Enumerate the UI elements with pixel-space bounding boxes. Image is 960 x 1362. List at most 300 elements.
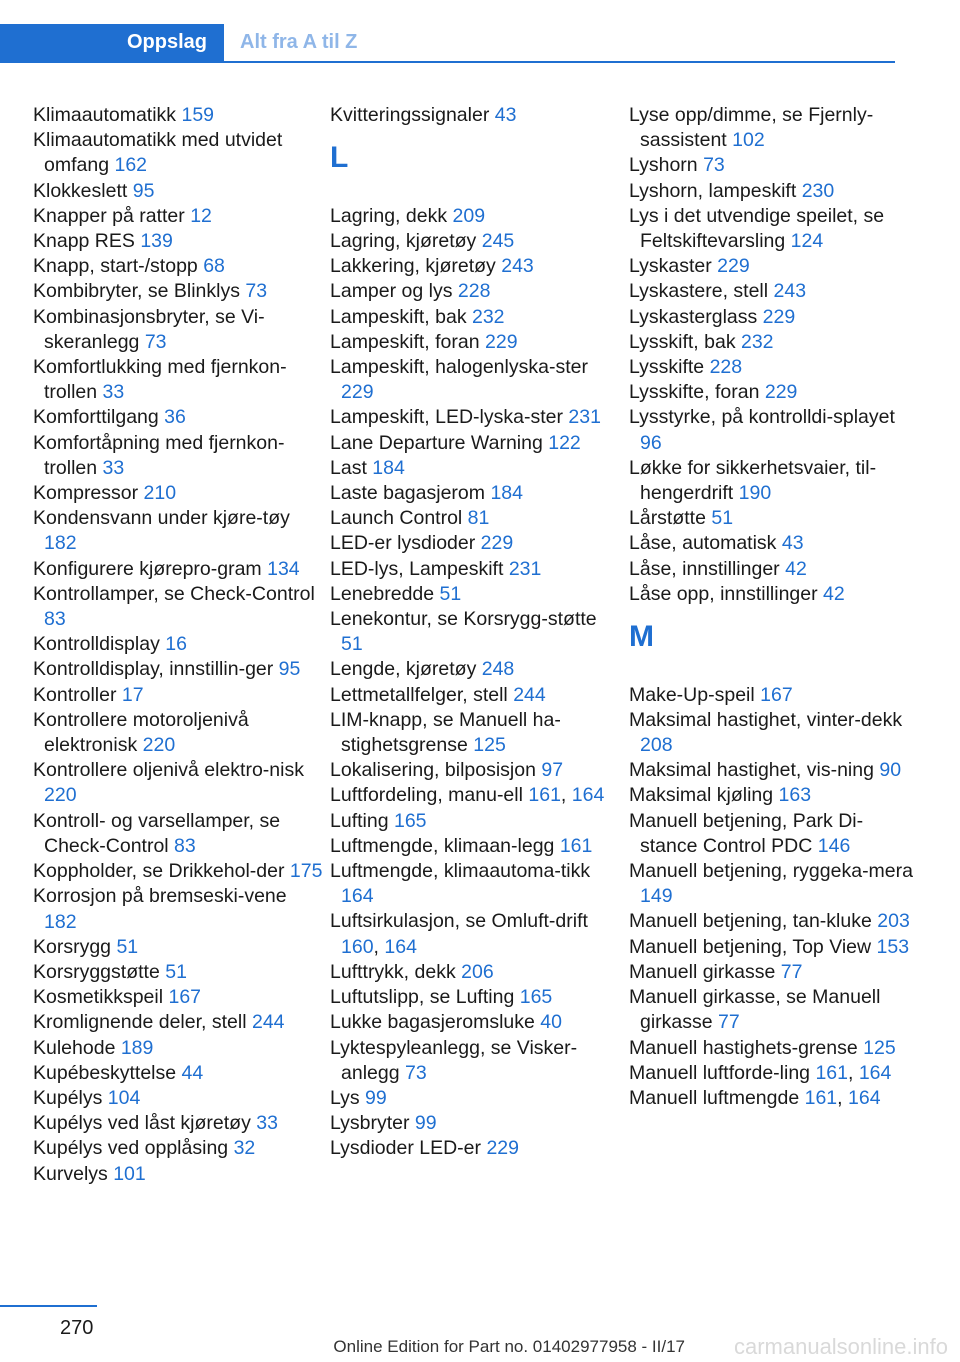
page-number: 270 [60, 1317, 94, 1339]
index-entry-text: Luftmengde, klimaan-legg [330, 834, 560, 857]
index-entry-text: Lufting [330, 809, 394, 832]
index-entry-text: Lyskasterglass [629, 305, 763, 328]
page-reference-link[interactable]: 175 [289, 860, 323, 883]
index-entry [629, 985, 919, 1035]
page-reference-link[interactable]: 51 [711, 507, 734, 530]
index-entry [33, 758, 323, 808]
index-entry [629, 809, 919, 859]
index-entry: Manuell luftmengde 161, 164 [629, 1086, 881, 1109]
index-entry-text: Laste bagasjerom [330, 482, 491, 505]
page-reference-link[interactable]: 206 [461, 960, 494, 983]
index-entry [33, 809, 323, 859]
page-reference-link[interactable]: 229 [485, 330, 518, 353]
index-entry [629, 1036, 919, 1061]
index-entry-text: Maksimal kjøling [629, 784, 779, 807]
index-entry [33, 1136, 323, 1161]
index-entry [629, 531, 919, 556]
page-reference-link[interactable]: 232 [471, 305, 505, 328]
page-reference-link[interactable]: 182 [44, 532, 77, 555]
index-entry-text: Lysskift, bak [629, 330, 741, 353]
index-entry [629, 305, 919, 330]
index-entry-text: Lysskifte, foran [629, 381, 765, 404]
page-reference-link[interactable]: 232 [740, 330, 774, 353]
index-entry-text: Løkke for sikkerhetsvaier, til-hengerdrift [629, 456, 877, 505]
page-reference-link[interactable]: 190 [738, 482, 772, 505]
index-entry [629, 279, 919, 304]
index-entry-text: Kontrollamper, se Check-Control [33, 582, 315, 605]
index-entry-text: Launch Control [330, 507, 468, 530]
index-entry-text: Lane Departure Warning [330, 431, 549, 454]
page-reference-link[interactable]: 220 [44, 784, 77, 807]
index-entry-text: Klimaautomatikk [33, 104, 182, 126]
page-reference-link[interactable]: 162 [114, 154, 148, 177]
index-entry-text: Lyskaster [629, 255, 718, 278]
index-entry [330, 405, 620, 430]
index-entry [330, 456, 620, 481]
index-entry [33, 481, 323, 506]
index-entry [33, 557, 323, 582]
index-entry-text: Korrosjon på bremseski-vene [33, 885, 287, 908]
index-entry-text: Lampeskift, halogenlyska-ster [330, 356, 588, 379]
page-reference-link[interactable]: 43 [494, 104, 517, 126]
page-reference-link[interactable]: 33 [102, 381, 125, 404]
index-entry [629, 935, 919, 960]
page-reference-link[interactable]: 243 [773, 280, 807, 303]
index-entry [33, 1036, 323, 1061]
page-reference-link[interactable]: 164 [571, 784, 605, 807]
index-entry [33, 708, 323, 758]
page-reference-link[interactable]: 231 [508, 557, 542, 580]
page-reference-link[interactable]: 90 [879, 759, 902, 782]
page-reference-link[interactable]: 164 [341, 885, 374, 908]
index-entry-text: Låse, innstillinger [629, 557, 786, 580]
index-entry [33, 128, 323, 178]
index-entry-text: Lampeskift, bak [330, 305, 472, 328]
page-reference-link[interactable]: 229 [764, 381, 798, 404]
index-entry-text: Låse opp, innstillinger [629, 582, 824, 605]
index-entry-text: Klokkeslett [33, 179, 133, 202]
index-entry [330, 204, 620, 229]
index-entry-text: Lyse opp/dimme, se Fjernly-sassistent [629, 104, 874, 152]
index-entry [629, 758, 919, 783]
index-entry-text: Komforttilgang [33, 406, 165, 429]
index-entry-text: Lufttrykk, dekk [330, 960, 462, 983]
page-reference-link[interactable]: 228 [709, 356, 743, 379]
index-column-2 [330, 103, 620, 1162]
index-entry-text: Lampeskift, foran [330, 330, 485, 353]
page-reference-link[interactable]: 42 [823, 582, 845, 605]
index-entry [33, 1111, 323, 1136]
index-entry [330, 1086, 620, 1111]
index-entry [33, 254, 323, 279]
page-reference-link[interactable]: 245 [481, 230, 515, 252]
page-reference-link[interactable]: 96 [640, 431, 662, 454]
index-entry [330, 1111, 620, 1136]
index-entry-text: Lettmetallfelger, stell [330, 683, 514, 706]
watermark: carmanualsonline.info [733, 1334, 948, 1359]
page-reference-link[interactable]: 124 [790, 230, 824, 253]
index-entry [33, 859, 323, 884]
footer-rule [0, 1305, 97, 1307]
page-reference-link[interactable]: 77 [718, 1011, 740, 1034]
index-entry [330, 758, 620, 783]
index-entry [330, 431, 620, 456]
page-reference-link[interactable]: 161 [804, 1086, 838, 1109]
index-entry [330, 683, 620, 708]
index-entry-text: Kvitteringssignaler [330, 104, 495, 126]
page-reference-link[interactable]: 16 [165, 633, 187, 656]
index-entry-text: LED-er lysdioder [330, 532, 481, 555]
index-entry [330, 254, 620, 279]
index-entry [629, 405, 919, 455]
index-entry [330, 657, 620, 682]
index-entry-text: Luftmengde, klimaautoma-tikk [330, 860, 591, 883]
index-entry-text: Kombibryter, se Blinklys [33, 280, 246, 303]
index-entry-text: Lokalisering, bilposisjon [330, 759, 542, 782]
page-reference-link[interactable]: 161 [815, 1061, 848, 1084]
index-entry [330, 229, 620, 254]
index-entry: Manuell luftforde-ling 161, 164 [629, 1061, 892, 1084]
index-entry [33, 103, 323, 128]
page-reference-link[interactable]: 159 [181, 104, 215, 126]
index-entry [629, 909, 919, 934]
page-reference-link[interactable]: 95 [278, 658, 301, 681]
index-entry-text: Låse, automatisk [629, 532, 782, 555]
index-entry [330, 834, 620, 859]
index-entry [33, 229, 323, 254]
page-reference-link[interactable]: 36 [164, 406, 186, 429]
index-entry-text: Kompressor [33, 482, 144, 505]
index-entry [33, 1061, 323, 1086]
index-entry-text: Kontrollere oljenivå elektro-nisk [33, 759, 304, 782]
page-reference-link[interactable]: 210 [143, 482, 177, 505]
index-entry [629, 355, 919, 380]
index-entry [330, 279, 620, 304]
page-reference-link[interactable]: 77 [780, 960, 803, 983]
index-entry-text: Kosmetikkspeil [33, 986, 169, 1009]
page-reference-link[interactable]: 68 [203, 255, 225, 278]
index-entry [33, 179, 323, 204]
page-reference-link[interactable]: 83 [174, 834, 196, 857]
index-entry [629, 557, 919, 582]
index-entry-text: Luftsirkulasjon, se Omluft-drift [330, 910, 588, 933]
index-entry [33, 279, 323, 304]
index-entry-text: Korsryggstøtte [33, 960, 166, 983]
index-entry [330, 355, 620, 405]
page-reference-link[interactable]: 42 [785, 557, 807, 580]
page-reference-link[interactable]: 125 [863, 1036, 896, 1059]
page-reference-link[interactable]: 73 [703, 154, 725, 177]
index-entry [33, 1162, 323, 1187]
index-entry [629, 456, 919, 506]
index-entry [629, 380, 919, 405]
index-entry-text: Komfortåpning med fjernkon-trollen [33, 431, 285, 479]
page-reference-link[interactable]: 230 [801, 179, 835, 202]
index-entry-text: Last [330, 456, 373, 479]
index-entry-text: Lyshorn [629, 154, 704, 177]
index-entry-text: Manuell betjening, Park Di-stance Control PDC [629, 809, 864, 857]
index-entry-text: Lyshorn, lampeskift [629, 179, 802, 202]
page-reference-link[interactable]: 165 [393, 809, 427, 832]
index-entry-text: Kupélys ved opplåsing [33, 1137, 234, 1160]
index-entry-text: Manuell luftmengde [629, 1086, 805, 1109]
index-entry [330, 481, 620, 506]
page-reference-link[interactable]: 229 [486, 1137, 519, 1160]
page-reference-link[interactable]: 182 [44, 910, 77, 933]
page-reference-link[interactable]: 43 [781, 532, 804, 555]
index-entry-text: Koppholder, se Drikkehol-der [33, 860, 290, 883]
page-reference-link[interactable]: 220 [142, 734, 176, 757]
page-reference-link[interactable]: 167 [760, 683, 793, 706]
index-entry-text: Kombinasjonsbryter, se Vi-skeranlegg [33, 305, 265, 353]
index-entry [330, 809, 620, 834]
index-entry [330, 985, 620, 1010]
index-entry-text: Manuell betjening, tan-kluke [629, 910, 878, 933]
index-entry [629, 708, 919, 758]
page-reference-link[interactable]: 83 [44, 608, 66, 631]
index-entry [330, 531, 620, 556]
index-entry-text: Komfortlukking med fjernkon-trollen [33, 356, 287, 404]
index-entry-text: Lenekontur, se Korsrygg-støtte [330, 608, 597, 631]
page-reference-link[interactable]: 134 [267, 557, 300, 580]
index-entry [33, 683, 323, 708]
page-reference-link[interactable]: 209 [452, 204, 486, 227]
page-reference-link[interactable]: 122 [548, 431, 581, 454]
index-entry-text: Kondensvann under kjøre-tøy [33, 507, 290, 530]
page-reference-link[interactable]: 244 [513, 683, 546, 706]
page-reference-link[interactable]: 99 [414, 1112, 437, 1135]
index-entry-text: Knapp RES [33, 230, 141, 253]
index-entry-text: Lagring, kjøretøy [330, 230, 482, 252]
page-reference-link[interactable]: 160 [341, 935, 374, 958]
index-entry [330, 305, 620, 330]
index-entry-text: Manuell luftforde-ling [629, 1061, 816, 1084]
page-reference-link[interactable]: 32 [233, 1137, 256, 1160]
page-reference-link[interactable]: 231 [568, 406, 601, 429]
tab-alt-fra-a-til-z[interactable]: Alt fra A til Z [240, 31, 358, 53]
page-reference-link[interactable]: 161 [528, 784, 561, 807]
page-reference-link[interactable]: 51 [165, 960, 187, 983]
edition-note: Online Edition for Part no. 01402977958 - II/17 [333, 1337, 685, 1356]
page-reference-link[interactable]: 189 [120, 1036, 154, 1059]
index-entry [629, 204, 919, 254]
index-entry: Luftsirkulasjon, se Omluft-drift 160, 164 [330, 910, 588, 958]
index-entry-text: Luftutslipp, se Lufting [330, 986, 520, 1009]
page-reference-link[interactable]: 229 [480, 532, 514, 555]
index-entry-text: Kupélys [33, 1086, 108, 1109]
index-entry-text: Manuell hastighets-grense [629, 1036, 864, 1059]
page-reference-link[interactable]: 33 [256, 1112, 278, 1135]
page-reference-link[interactable]: 229 [717, 255, 750, 278]
index-entry-text: Kontroll- og varsellamper, se Check-Control [33, 809, 281, 857]
index-entry-text: Lys i det utvendige speilet, se Feltskiftevarsling [629, 204, 885, 253]
page-reference-link[interactable]: 208 [640, 734, 673, 757]
index-entry [330, 103, 620, 128]
index-entry [33, 506, 323, 556]
index-entry [33, 405, 323, 430]
index-column-3 [629, 103, 919, 1111]
index-entry-text: Kontroller [33, 683, 122, 706]
index-entry [33, 204, 323, 229]
header-tabbar [0, 24, 895, 63]
index-entry [330, 1036, 620, 1086]
page-reference-link[interactable]: 164 [384, 935, 417, 958]
index-entry-text: Maksimal hastighet, vinter-dekk [629, 708, 903, 731]
index-entry [629, 103, 919, 153]
index-entry-text: Lyskastere, stell [629, 280, 774, 303]
index-entry-text: Lyktespyleanlegg, se Visker-anlegg [330, 1036, 578, 1084]
index-entry [33, 305, 323, 355]
index-entry-text: Knapp, start-/stopp [33, 255, 204, 278]
index-entry [330, 557, 620, 582]
page-reference-link[interactable]: 149 [640, 885, 673, 908]
page-reference-link[interactable]: 73 [404, 1061, 427, 1084]
page-reference-link[interactable]: 51 [439, 582, 462, 605]
index-entry [629, 254, 919, 279]
index-entry-text: Lys [330, 1086, 366, 1109]
page-reference-link[interactable]: 184 [372, 456, 405, 479]
index-entry-text: Korsrygg [33, 935, 117, 958]
index-entry [33, 985, 323, 1010]
index-entry-text: Luftfordeling, manu-ell [330, 784, 529, 807]
index-entry-text: LIM-knapp, se Manuell ha-stighetsgrense [330, 708, 561, 757]
page-reference-link[interactable]: 104 [107, 1086, 141, 1109]
page-reference-link[interactable]: 73 [144, 330, 167, 353]
index-entry [330, 1136, 620, 1161]
index-entry-text: Lagring, dekk [330, 204, 453, 227]
index-entry [33, 431, 323, 481]
index-entry [33, 960, 323, 985]
index-entry-text: Klimaautomatikk med utvidet omfang [33, 129, 283, 177]
page-reference-link[interactable]: 102 [732, 129, 765, 152]
index-entry-text: Manuell girkasse, se Manuell girkasse [629, 986, 881, 1034]
index-entry [33, 657, 323, 682]
page-reference-link[interactable]: 51 [341, 633, 363, 656]
page-reference-link[interactable]: 153 [876, 935, 910, 958]
page-reference-link[interactable]: 163 [778, 784, 812, 807]
index-entry [33, 935, 323, 960]
index-entry [629, 783, 919, 808]
index-entry [33, 1086, 323, 1111]
index-entry-text: Kontrollere motoroljenivå elektronisk [33, 708, 249, 757]
index-entry-text: Kontrolldisplay, innstillin-ger [33, 658, 279, 681]
index-entry-text: LED-lys, Lampeskift [330, 557, 509, 580]
index-entry-text: Lysdioder LED-er [330, 1137, 487, 1160]
page-reference-link[interactable]: 95 [132, 179, 155, 202]
page-reference-link[interactable]: 139 [140, 230, 173, 253]
index-letter-heading: L [330, 141, 349, 175]
index-entry-text: Manuell betjening, Top View [629, 935, 877, 958]
index-entry [330, 708, 620, 758]
page-reference-link[interactable]: 161 [559, 834, 593, 857]
index-entry-text: Lampeskift, LED-lyska-ster [330, 406, 569, 429]
page-reference-link[interactable]: 203 [877, 910, 910, 933]
index-entry [330, 859, 620, 909]
index-entry [330, 330, 620, 355]
index-entry [33, 582, 323, 632]
page-reference-link[interactable]: 164 [848, 1086, 881, 1109]
index-entry [629, 683, 919, 708]
index-entry-text: Lukke bagasjeromsluke [330, 1011, 541, 1034]
index-entry-text: Kurvelys [33, 1162, 114, 1185]
index-entry-text: Lengde, kjøretøy [330, 658, 482, 681]
index-entry-text: Kulehode [33, 1036, 121, 1059]
index-entry [330, 582, 620, 607]
index-entry [629, 506, 919, 531]
index-entry-text: Make-Up-speil [629, 683, 761, 706]
index-entry [629, 330, 919, 355]
page-reference-link[interactable]: 40 [540, 1011, 562, 1034]
page-reference-link[interactable]: 73 [245, 280, 268, 303]
page-reference-link[interactable]: 243 [501, 255, 534, 278]
index-entry [33, 884, 323, 934]
index-entry-text: Konfigurere kjørepro-gram [33, 557, 268, 580]
index-entry [629, 153, 919, 178]
index-entry [629, 582, 919, 607]
page-reference-link[interactable]: 184 [490, 482, 523, 505]
index-entry [330, 960, 620, 985]
index-entry [629, 960, 919, 985]
page-reference-link[interactable]: 17 [121, 683, 144, 706]
index-entry [330, 1010, 620, 1035]
index-entry [330, 506, 620, 531]
index-entry [629, 859, 919, 909]
page-reference-link[interactable]: 165 [519, 986, 553, 1009]
page-reference-link[interactable]: 164 [858, 1061, 892, 1084]
index-entry-text: Kupébeskyttelse [33, 1061, 182, 1084]
index-letter-heading: M [629, 620, 654, 654]
index-entry-text: Maksimal hastighet, vis-ning [629, 759, 880, 782]
index-entry [629, 179, 919, 204]
index-entry-text: Kromlignende deler, stell [33, 1011, 252, 1034]
index-entry-text: Lenebredde [330, 582, 440, 605]
page-reference-link[interactable]: 99 [365, 1086, 387, 1109]
page-reference-link[interactable]: 229 [341, 381, 374, 404]
index-entry-text: Lamper og lys [330, 280, 458, 303]
index-entry-text: Lakkering, kjøretøy [330, 255, 502, 278]
index-entry-text: Lysstyrke, på kontrolldi-splayet [629, 406, 895, 429]
index-entry-text: Lysskifte [629, 356, 710, 379]
page-reference-link[interactable]: 167 [168, 986, 202, 1009]
page-reference-link[interactable]: 146 [817, 834, 851, 857]
index-entry [33, 1010, 323, 1035]
index-entry-text: Kupélys ved låst kjøretøy [33, 1112, 257, 1135]
page-reference-link[interactable]: 51 [116, 935, 139, 958]
page-reference-link[interactable]: 12 [190, 204, 212, 227]
tab-oppslag[interactable]: Oppslag [0, 24, 224, 61]
page-reference-link[interactable]: 229 [762, 305, 796, 328]
index-entry: Luftfordeling, manu-ell 161, 164 [330, 784, 605, 807]
page-reference-link[interactable]: 248 [481, 658, 515, 681]
page-reference-link[interactable]: 228 [457, 280, 491, 303]
page-reference-link[interactable]: 97 [541, 759, 564, 782]
index-column-1 [33, 103, 323, 1187]
page-reference-link[interactable]: 244 [251, 1011, 285, 1034]
index-entry-text: Manuell betjening, ryggeka-mera [629, 860, 913, 883]
index-entry-text: Lysbryter [330, 1112, 415, 1135]
page-reference-link[interactable]: 33 [102, 456, 125, 479]
index-entry-text: Lårstøtte [629, 507, 712, 530]
index-entry-text: Knapper på ratter [33, 204, 191, 227]
index-entry [33, 632, 323, 657]
index-entry [33, 355, 323, 405]
page-reference-link[interactable]: 81 [467, 507, 490, 530]
index-entry-text: Manuell girkasse [629, 960, 781, 983]
page-reference-link[interactable]: 125 [473, 734, 506, 757]
page-reference-link[interactable]: 44 [181, 1061, 204, 1084]
index-entry [330, 607, 620, 657]
page-reference-link[interactable]: 101 [113, 1162, 146, 1185]
